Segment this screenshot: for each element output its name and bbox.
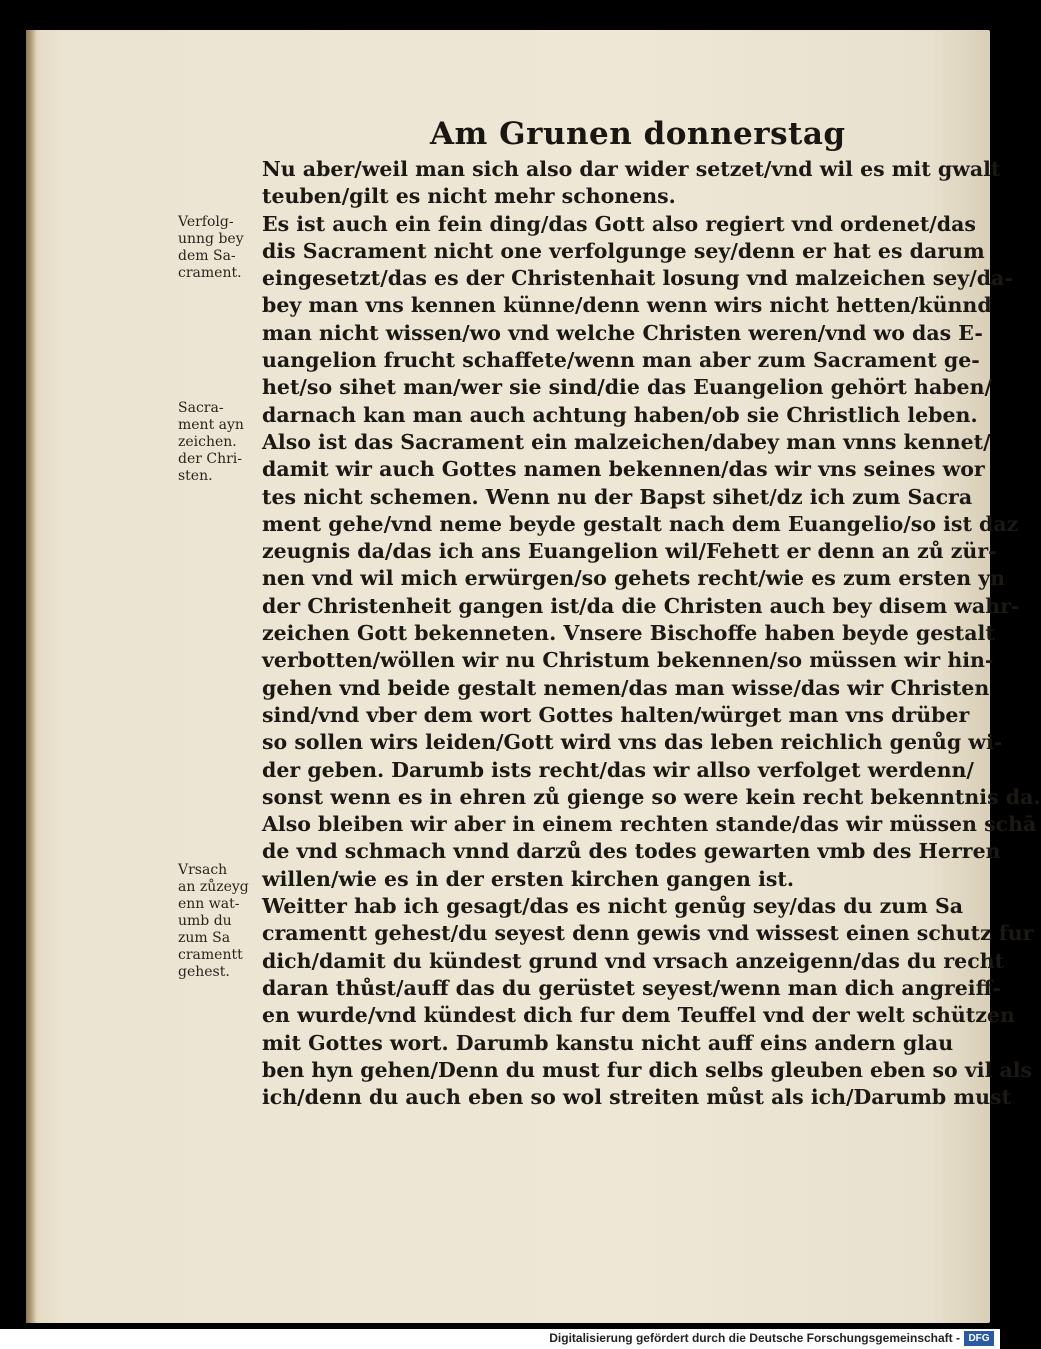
text-line: nen vnd wil mich erwürgen/so gehets recht/wie es zum ersten yn	[262, 566, 1006, 591]
text-line: der geben. Darumb ists recht/das wir allso verfolget werdenn/	[262, 757, 974, 782]
margin-note-line: der Chri-	[178, 451, 243, 467]
text-line: Nu aber/weil man sich also dar wider setzet/vnd wil es mit gwalt	[262, 157, 1001, 181]
footer-credit: Digitalisierung gefördert durch die Deutsche Forschungsgemeinschaft -	[549, 1331, 960, 1345]
text-line: ben hyn gehen/Denn du must fur dich selbs gleuben eben so vil als	[262, 1057, 1033, 1082]
margin-note-line: Sacra-	[178, 400, 224, 416]
text-line: darnach kan man auch achtung haben/ob sie Christlich leben.	[262, 402, 978, 427]
text-line: man nicht wissen/wo vnd welche Christen weren/vnd wo das E-	[262, 320, 983, 345]
margin-note-vrsach	[178, 862, 249, 981]
margin-note-line: cramentt	[178, 947, 243, 963]
text-line: eingesetzt/das es der Christenhait losung vnd malzeichen sey/da-	[262, 266, 1013, 291]
text-line: Also bleiben wir aber in einem rechten stande/das wir müssen schā	[262, 812, 1037, 837]
margin-note-line: umb du	[178, 913, 232, 929]
text-line: en wurde/vnd kündest dich fur dem Teuffel vnd der welt schützen	[262, 1003, 1015, 1028]
page-gutter-shadow	[26, 30, 36, 1323]
margin-note-line: enn wat-	[178, 896, 240, 912]
margin-note-line: gehest.	[178, 964, 230, 980]
margin-note-line: crament.	[178, 265, 242, 281]
text-line: Weitter hab ich gesagt/das es nicht genůg sey/das du zum Sa	[262, 894, 964, 919]
text-line: daran thůst/auff das du gerüstet seyest/wenn man dich angreiff-	[262, 975, 1001, 1000]
text-line: Es ist auch ein fein ding/das Gott also regiert vnd ordenet/das	[262, 211, 976, 236]
margin-note-sacrament-zeichen	[178, 400, 244, 485]
text-line: mit Gottes wort. Darumb kanstu nicht auff eins andern glau	[262, 1030, 954, 1055]
text-line: der Christenheit gangen ist/da die Christen auch bey disem wahr-	[262, 593, 1020, 618]
margin-note-line: sten.	[178, 468, 213, 484]
text-line: dich/damit du kündest grund vnd vrsach anzeigenn/das du recht	[262, 948, 1005, 973]
text-line: sind/vnd vber dem wort Gottes halten/würget man vns drüber	[262, 702, 970, 727]
text-line: damit wir auch Gottes namen bekennen/das wir vns seines wor	[262, 457, 985, 482]
margin-note-verfolgung	[178, 214, 244, 282]
text-line: so sollen wirs leiden/Gott wird vns das leben reichlich genůg wi-	[262, 730, 1003, 755]
running-header: Am Grunen donnerstag	[430, 116, 846, 152]
text-line: verbotten/wöllen wir nu Christum bekennen/so müssen wir hin-	[262, 648, 994, 673]
margin-note-line: an zůzeyg	[178, 879, 249, 895]
text-line: de vnd schmach vnnd darzů des todes gewarten vmb des Herren	[262, 839, 1001, 864]
margin-note-line: zum Sa	[178, 930, 231, 946]
dfg-logo: DFG	[964, 1331, 994, 1346]
text-line: gehen vnd beide gestalt nemen/das man wisse/das wir Christen	[262, 675, 990, 700]
main-text-block	[262, 156, 1041, 1111]
text-line: bey man vns kennen künne/denn wenn wirs nicht hetten/künnd	[262, 293, 992, 318]
text-line: tes nicht schemen. Wenn nu der Bapst sihet/dz ich zum Sacra	[262, 484, 973, 509]
text-line: willen/wie es in der ersten kirchen gangen ist.	[262, 866, 794, 891]
text-line: ment gehe/vnd neme beyde gestalt nach dem Euangelio/so ist daz	[262, 511, 1019, 536]
text-line: uangelion frucht schaffete/wenn man aber zum Sacrament ge-	[262, 348, 980, 373]
text-line: het/so sihet man/wer sie sind/die das Euangelion gehört haben/	[262, 375, 992, 400]
text-line: zeichen Gott bekenneten. Vnsere Bischoffe haben beyde gestalt	[262, 621, 995, 646]
text-line: zeugnis da/das ich ans Euangelion wil/Fehett er denn an zů zür-	[262, 539, 997, 564]
text-line: dis Sacrament nicht one verfolgunge sey/denn er hat es darum	[262, 238, 985, 263]
text-line: cramentt gehest/du seyest denn gewis vnd wissest einen schutz fur	[262, 921, 1034, 946]
margin-note-line: Vrsach	[178, 862, 228, 878]
text-line: Also ist das Sacrament ein malzeichen/dabey man vnns kennet/	[262, 429, 991, 454]
margin-note-line: dem Sa-	[178, 248, 236, 264]
margin-note-line: ment ayn	[178, 417, 244, 433]
margin-note-line: unng bey	[178, 231, 244, 247]
text-line: sonst wenn es in ehren zů gienge so were kein recht bekenntnis da.	[262, 784, 1041, 809]
margin-note-line: zeichen.	[178, 434, 237, 450]
margin-note-line: Verfolg-	[178, 214, 234, 230]
text-line: ich/denn du auch eben so wol streiten můst als ich/Darumb must	[262, 1085, 1012, 1110]
text-line: teuben/gilt es nicht mehr schonens.	[262, 184, 676, 209]
